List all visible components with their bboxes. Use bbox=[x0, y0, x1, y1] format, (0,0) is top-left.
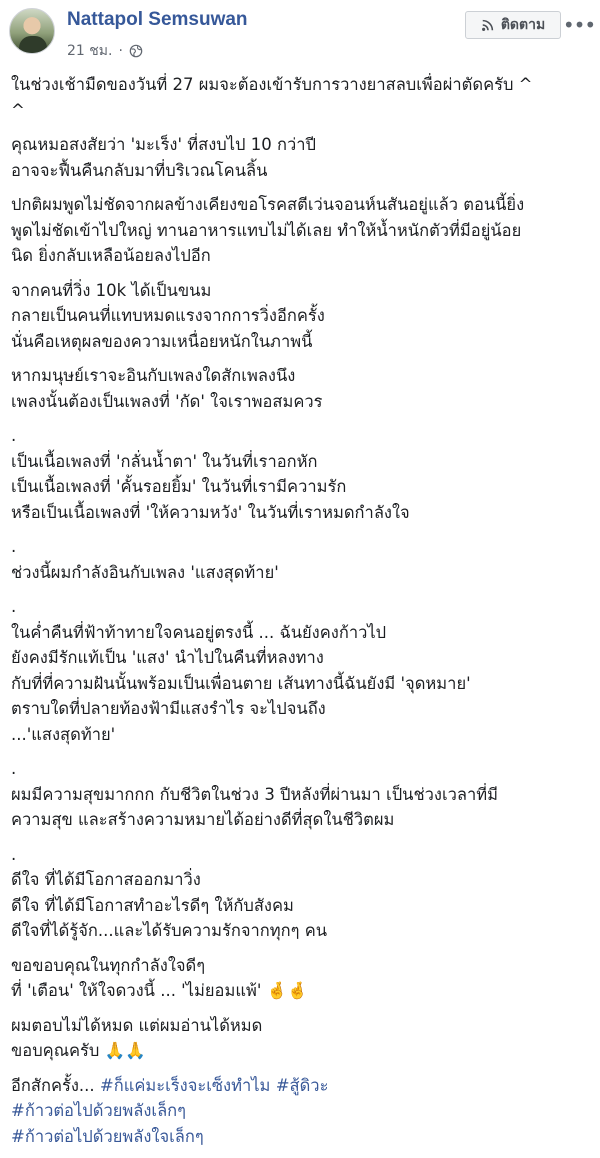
paragraph: . ช่วงนี้ผมกำลังอินกับเพลง 'แสงสุดท้าย' bbox=[11, 537, 279, 582]
rss-icon bbox=[481, 18, 495, 32]
hashtag-paragraph bbox=[11, 1073, 591, 1150]
post-body bbox=[11, 72, 591, 1158]
paragraph: ปกติผมพูดไม่ชัดจากผลข้างเคียงขอโรคสตีเว่นจอนห์นสันอยู่แล้ว ตอนนี้ยิ่ง พูดไม่ชัดเข้าไปใหญ่ ทานอาหารแทบไม่ได้เลย ทำให้น้ำหนักตัวที่มีอยู่น้อย นิด ยิ่งกลับเหลือน้อยลงไปอีก bbox=[11, 195, 525, 265]
globe-icon[interactable] bbox=[129, 44, 143, 58]
paragraph: . ผมมีความสุขมากกก กับชีวิตในช่วง 3 ปีหลังที่ผ่านมา เป็นช่วงเวลาที่มี ความสุข และสร้างความหมายได้อย่างดีที่สุดในชีวิตผม bbox=[11, 759, 498, 829]
author-name[interactable]: Nattapol Semsuwan bbox=[67, 9, 248, 30]
hashtag-link[interactable]: #ก้าวต่อไปด้วยพลังใจเล็กๆ bbox=[11, 1126, 204, 1146]
paragraph: คุณหมอสงสัยว่า 'มะเร็ง' ที่สงบไป 10 กว่าปี อาจจะฟื้นคืนกลับมาที่บริเวณโคนลิ้น bbox=[11, 135, 316, 180]
paragraph: ในช่วงเช้ามืดของวันที่ 27 ผมจะต้องเข้ารับการวางยาสลบเพื่อผ่าตัดครับ ^ ^ bbox=[11, 75, 533, 120]
paragraph: . เป็นเนื้อเพลงที่ 'กลั่นน้ำตา' ในวันที่เราอกหัก เป็นเนื้อเพลงที่ 'คั้นรอยยิ้ม' ในวันที่เรามีความรัก หรือเป็นเนื้อเพลงที่ 'ให้ความหวัง' ในวันที่เราหมดกำลังใจ bbox=[11, 426, 410, 522]
paragraph: ขอขอบคุณในทุกกำลังใจดีๆ ที่ 'เตือน' ให้ใจดวงนี้ ... 'ไม่ยอมแพ้' 🤞🤞 bbox=[11, 955, 308, 1000]
paragraph: . ดีใจ ที่ได้มีโอกาสออกมาวิ่ง ดีใจ ที่ได้มีโอกาสทำอะไรดีๆ ให้กับสังคม ดีใจที่ได้รู้จัก...และได้รับความรักจากทุกๆ คน bbox=[11, 844, 328, 940]
follow-label: ติดตาม bbox=[500, 17, 546, 33]
dot-separator: · bbox=[118, 43, 123, 59]
avatar-figure bbox=[19, 36, 47, 54]
post-time[interactable]: 21 ชม. bbox=[67, 43, 113, 59]
hashtag-link[interactable]: #ก้าวต่อไปด้วยพลังเล็กๆ bbox=[11, 1101, 187, 1120]
more-options-button[interactable]: ••• bbox=[562, 13, 596, 37]
paragraph: ผมตอบไม่ได้หมด แต่ผมอ่านได้หมด ขอบคุณครับ 🙏🙏 bbox=[11, 1015, 263, 1060]
post-header bbox=[0, 0, 600, 70]
avatar[interactable] bbox=[9, 8, 55, 54]
closing-text: อีกสักครั้ง... bbox=[11, 1075, 100, 1095]
paragraph: จากคนที่วิ่ง 10k ได้เป็นขนม กลายเป็นคนที่แทบหมดแรงจากการวิ่งอีกครั้ง นั่นคือเหตุผลของความเหนื่อยหนักในภาพนี้ bbox=[11, 280, 325, 351]
paragraph: หากมนุษย์เราจะอินกับเพลงใดสักเพลงนึง เพลงนั้นต้องเป็นเพลงที่ 'กัด' ใจเราพอสมควร bbox=[11, 366, 323, 411]
hashtag-link[interactable]: #ก็แค่มะเร็งจะเซ็งทำไม bbox=[99, 1075, 271, 1095]
hashtag-link[interactable]: #สู้ดิวะ bbox=[275, 1075, 329, 1095]
post-meta bbox=[67, 40, 143, 62]
paragraph: . ในค่ำคืนที่ฟ้าท้าทายใจคนอยู่ตรงนี้ ... ฉันยังคงก้าวไป ยังคงมีรักแท้เป็น 'แสง' นำไปในคืนที่หลงทาง กับที่ที่ความฝันนั้นพร้อมเป็นเพื่อนตาย เส้นทางนี้ฉันยังมี 'จุดหมาย' ตราบใดที่ปลายท้องฟ้ามีแสงรำไร จะไปจนถึง ...'แสงสุดท้าย' bbox=[11, 597, 471, 744]
follow-button[interactable] bbox=[465, 11, 561, 39]
